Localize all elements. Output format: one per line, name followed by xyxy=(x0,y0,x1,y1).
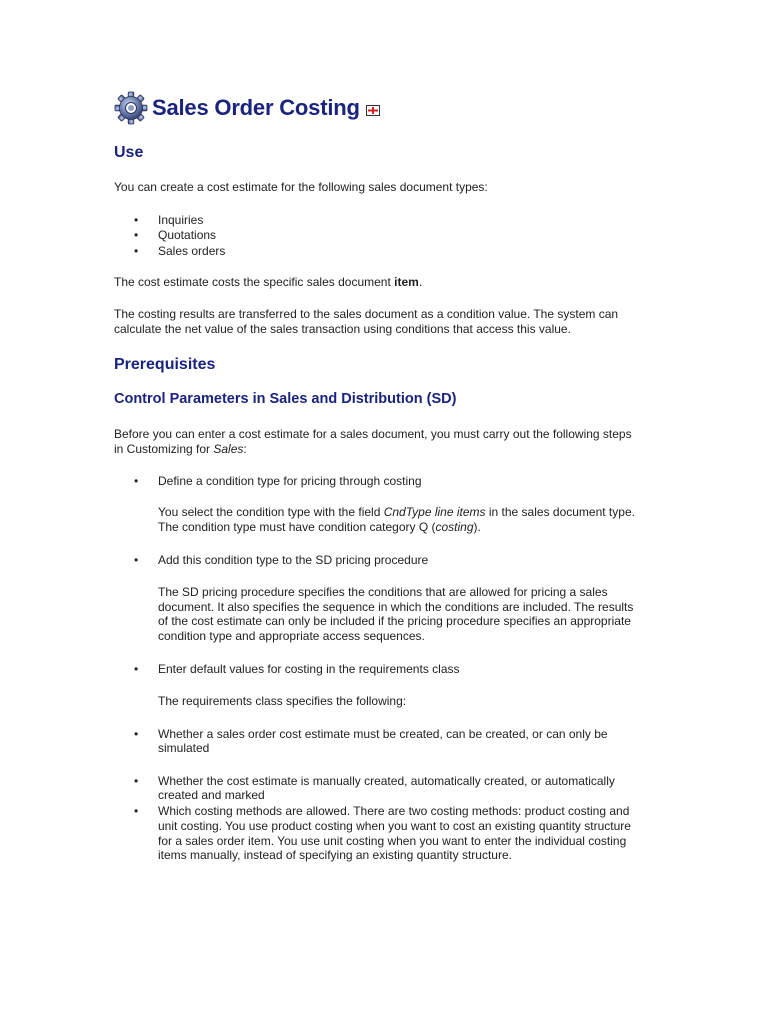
step-1-title: Define a condition type for pricing through costing xyxy=(158,474,422,488)
title-row xyxy=(114,88,380,128)
step-1-text-2: The condition type must have condition category Q ( xyxy=(158,520,436,534)
subsection-heading: Control Parameters in Sales and Distribution (SD) xyxy=(114,391,457,407)
intro-end: : xyxy=(243,442,247,456)
results-line-2: calculate the net value of the sales transaction using conditions that access this value. xyxy=(114,322,571,336)
step-1-italic: CndType line items xyxy=(383,505,486,519)
use-intro: You can create a cost estimate for the following sales document types: xyxy=(114,180,488,194)
section-heading-use: Use xyxy=(114,144,144,161)
step-1-italic-2: costing xyxy=(435,520,474,534)
page-title: Sales Order Costing xyxy=(152,95,360,120)
step-1-desc-line-2 xyxy=(158,520,658,535)
prereq-intro-line-1: Before you can enter a cost estimate for a sales document, you must carry out the following steps xyxy=(114,427,632,441)
req-item-3-line-3: for a sales order item. You use unit costing when you want to enter the individual costing xyxy=(158,834,627,848)
req-item-3-line-1: Which costing methods are allowed. There are two costing methods: product costing and xyxy=(158,804,630,818)
req-item-1-line-2: simulated xyxy=(158,741,210,755)
step-3-title: Enter default values for costing in the requirements class xyxy=(158,662,460,676)
bullet: • xyxy=(134,244,139,258)
req-item-2-line-2: created and marked xyxy=(158,788,265,802)
req-item-3-line-4: items manually, instead of specifying an existing quantity structure. xyxy=(158,848,512,862)
step-1-desc-line-1 xyxy=(158,505,658,520)
item-sentence xyxy=(114,275,644,290)
step-1-text: You select the condition type with the field xyxy=(158,505,384,519)
step-2-desc-line-1: The SD pricing procedure specifies the conditions that are allowed for pricing a sales xyxy=(158,585,608,599)
bullet: • xyxy=(134,213,139,227)
section-heading-prerequisites: Prerequisites xyxy=(114,356,216,373)
bullet: • xyxy=(134,804,139,818)
intro-text: in Customizing for xyxy=(114,442,214,456)
step-1-text-end: in the sales document type. xyxy=(485,505,635,519)
step-1-text-2-end: ). xyxy=(473,520,481,534)
step-2-desc-line-3: of the cost estimate can only be included if the pricing procedure specifies an appropriate xyxy=(158,614,631,628)
step-2-title: Add this condition type to the SD pricing procedure xyxy=(158,553,429,567)
bullet: • xyxy=(134,774,139,788)
item-sentence-end: . xyxy=(418,275,423,289)
list-item: Quotations xyxy=(158,228,217,242)
bullet: • xyxy=(134,474,139,488)
list-item: Sales orders xyxy=(158,244,226,258)
item-bold: item xyxy=(394,275,419,289)
gear-icon xyxy=(114,91,148,125)
flag-icon[interactable] xyxy=(366,105,380,116)
item-sentence-text: The cost estimate costs the specific sales document xyxy=(114,275,395,289)
intro-italic: Sales xyxy=(213,442,244,456)
bullet: • xyxy=(134,727,139,741)
step-2-desc-line-4: condition type and appropriate access sequences. xyxy=(158,629,425,643)
step-3-desc: The requirements class specifies the following: xyxy=(158,694,407,708)
list-item: Inquiries xyxy=(158,213,204,227)
step-2-desc-line-2: document. It also specifies the sequence in which the conditions are included. The results xyxy=(158,600,634,614)
bullet: • xyxy=(134,228,139,242)
results-line-1: The costing results are transferred to the sales document as a condition value. The system can xyxy=(114,307,619,321)
bullet: • xyxy=(134,662,139,676)
req-item-2-line-1: Whether the cost estimate is manually created, automatically created, or automatically xyxy=(158,774,615,788)
prereq-intro-line-2 xyxy=(114,442,644,457)
bullet: • xyxy=(134,553,139,567)
req-item-1-line-1: Whether a sales order cost estimate must be created, can be created, or can only be xyxy=(158,727,608,741)
req-item-3-line-2: unit costing. You use product costing when you want to cost an existing quantity structure xyxy=(158,819,631,833)
